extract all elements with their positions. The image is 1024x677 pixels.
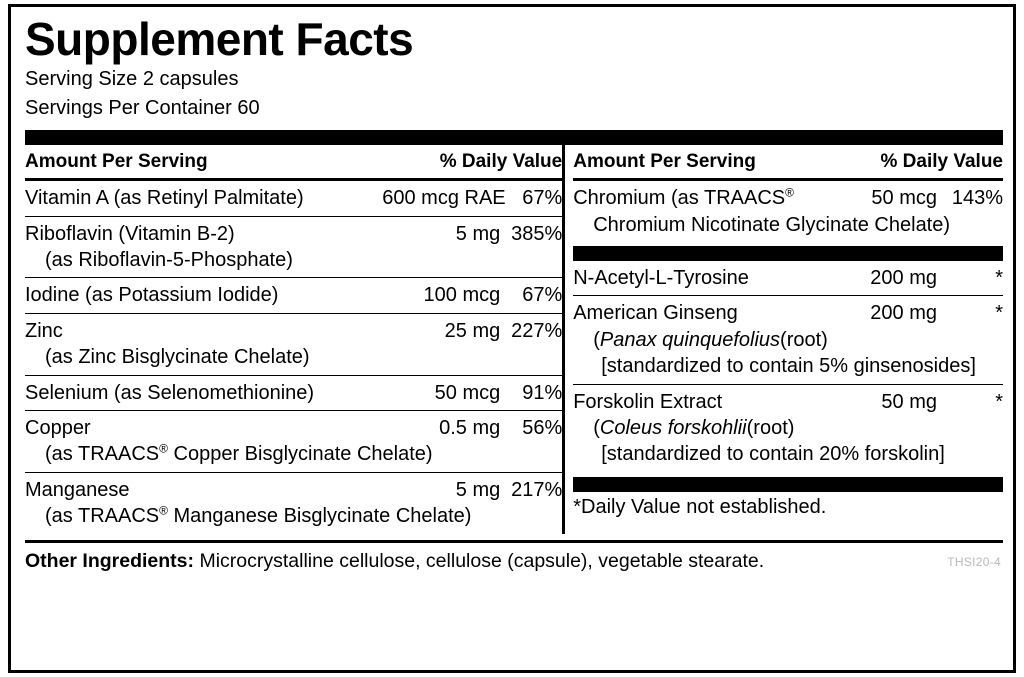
nutrient-dv: 67%: [522, 284, 563, 307]
table-row: [573, 385, 1003, 472]
nutrient-name: American Ginseng: [573, 302, 738, 325]
nutrient-amount: 50 mg: [881, 390, 937, 413]
daily-value-note: *Daily Value not established.: [573, 495, 827, 518]
proprietary-blend-bar: [573, 246, 1003, 261]
nutrient-name: Copper: [25, 417, 91, 440]
botanical-name: Coleus forskohlii: [599, 417, 747, 440]
table-row: [25, 411, 562, 473]
top-divider-bar: [25, 130, 1003, 145]
product-code: THSI20-4: [947, 554, 1001, 569]
other-ingredients-text: Microcrystalline cellulose, cellulose (capsule), vegetable stearate.: [194, 549, 765, 572]
nutrient-standardization: [standardized to contain 20% forskolin]: [601, 443, 945, 466]
nutrient-name: N-Acetyl-L-Tyrosine: [573, 267, 749, 290]
nutrient-name: Riboflavin (Vitamin B-2): [25, 222, 235, 245]
nutrient-amount: 200 mg: [870, 267, 937, 290]
nutrient-source: (as Riboflavin-5-Phosphate): [45, 249, 293, 272]
nutrient-amount: 50 mcg: [434, 381, 501, 404]
nutrient-name: Vitamin A (as Retinyl Palmitate): [25, 187, 304, 210]
daily-value-header: % Daily Value: [880, 151, 1003, 173]
nutrient-dv: 385%: [511, 222, 563, 245]
nutrient-source: (as TRAACS® Copper Bisglycinate Chelate): [45, 441, 433, 466]
nutrient-dv: 67%: [522, 187, 563, 210]
nutrient-dv: *: [995, 302, 1003, 325]
botanical-part: (root): [746, 417, 795, 440]
nutrient-amount: 100 mcg: [423, 284, 501, 307]
nutrient-amount: 5 mg: [455, 478, 501, 501]
nutrient-dv: *: [995, 267, 1003, 290]
nutrient-amount: 200 mg: [870, 302, 937, 325]
serving-size: Serving Size 2 capsules: [25, 68, 239, 91]
nutrient-amount: 600 mcg RAE: [382, 187, 506, 210]
left-column-header: [25, 145, 562, 181]
nutrient-dv: 217%: [511, 478, 563, 501]
supplement-facts-panel: [8, 4, 1016, 673]
table-row: [25, 217, 562, 279]
nutrient-columns: [25, 145, 1003, 533]
table-row: [573, 261, 1003, 296]
nutrient-name: Selenium (as Selenomethionine): [25, 381, 315, 404]
nutrient-amount: 0.5 mg: [439, 417, 501, 440]
servings-per-container: Servings Per Container 60: [25, 97, 260, 120]
bottom-divider-bar: [573, 477, 1003, 492]
table-row: [25, 181, 562, 216]
nutrient-amount: 5 mg: [455, 222, 501, 245]
nutrient-source: (Coleus forskohlii(root): [593, 417, 795, 440]
left-column: [25, 145, 562, 533]
nutrient-source: (as Zinc Bisglycinate Chelate): [45, 346, 310, 369]
other-ingredients-label: Other Ingredients:: [25, 549, 195, 572]
column-divider: [562, 145, 565, 533]
nutrient-dv: 91%: [522, 381, 563, 404]
nutrient-amount: 50 mcg: [871, 187, 937, 210]
nutrient-source: (Panax quinquefolius(root): [593, 328, 828, 351]
nutrient-dv: *: [995, 390, 1003, 413]
amount-per-serving-header: Amount Per Serving: [573, 151, 756, 173]
table-row: [573, 296, 1003, 384]
nutrient-dv: 56%: [522, 417, 563, 440]
right-column: [573, 145, 1003, 533]
table-row: [573, 181, 1003, 242]
page-title: Supplement Facts: [25, 13, 414, 65]
table-row: [25, 278, 562, 313]
other-ingredients: [25, 543, 1003, 573]
botanical-name: Panax quinquefolius: [599, 328, 781, 351]
nutrient-dv: 227%: [511, 319, 563, 342]
nutrient-name: Forskolin Extract: [573, 390, 723, 413]
amount-per-serving-header: Amount Per Serving: [25, 151, 208, 173]
nutrient-amount: 25 mg: [444, 319, 501, 342]
table-row: [25, 314, 562, 376]
nutrient-name: Zinc: [25, 319, 63, 342]
nutrient-name: Iodine (as Potassium Iodide): [25, 284, 279, 307]
daily-value-header: % Daily Value: [439, 151, 563, 173]
nutrient-name: Manganese: [25, 478, 130, 501]
nutrient-name: Chromium (as TRAACS®: [573, 185, 794, 210]
table-row: [25, 473, 562, 534]
table-row: [25, 376, 562, 411]
right-column-header: [573, 145, 1003, 181]
botanical-part: (root): [780, 328, 828, 351]
nutrient-source: (as TRAACS® Manganese Bisglycinate Chelate): [45, 503, 472, 528]
nutrient-standardization: [standardized to contain 5% ginsenosides]: [601, 355, 976, 378]
nutrient-source: Chromium Nicotinate Glycinate Chelate): [593, 213, 951, 236]
nutrient-dv: 143%: [951, 187, 1003, 210]
